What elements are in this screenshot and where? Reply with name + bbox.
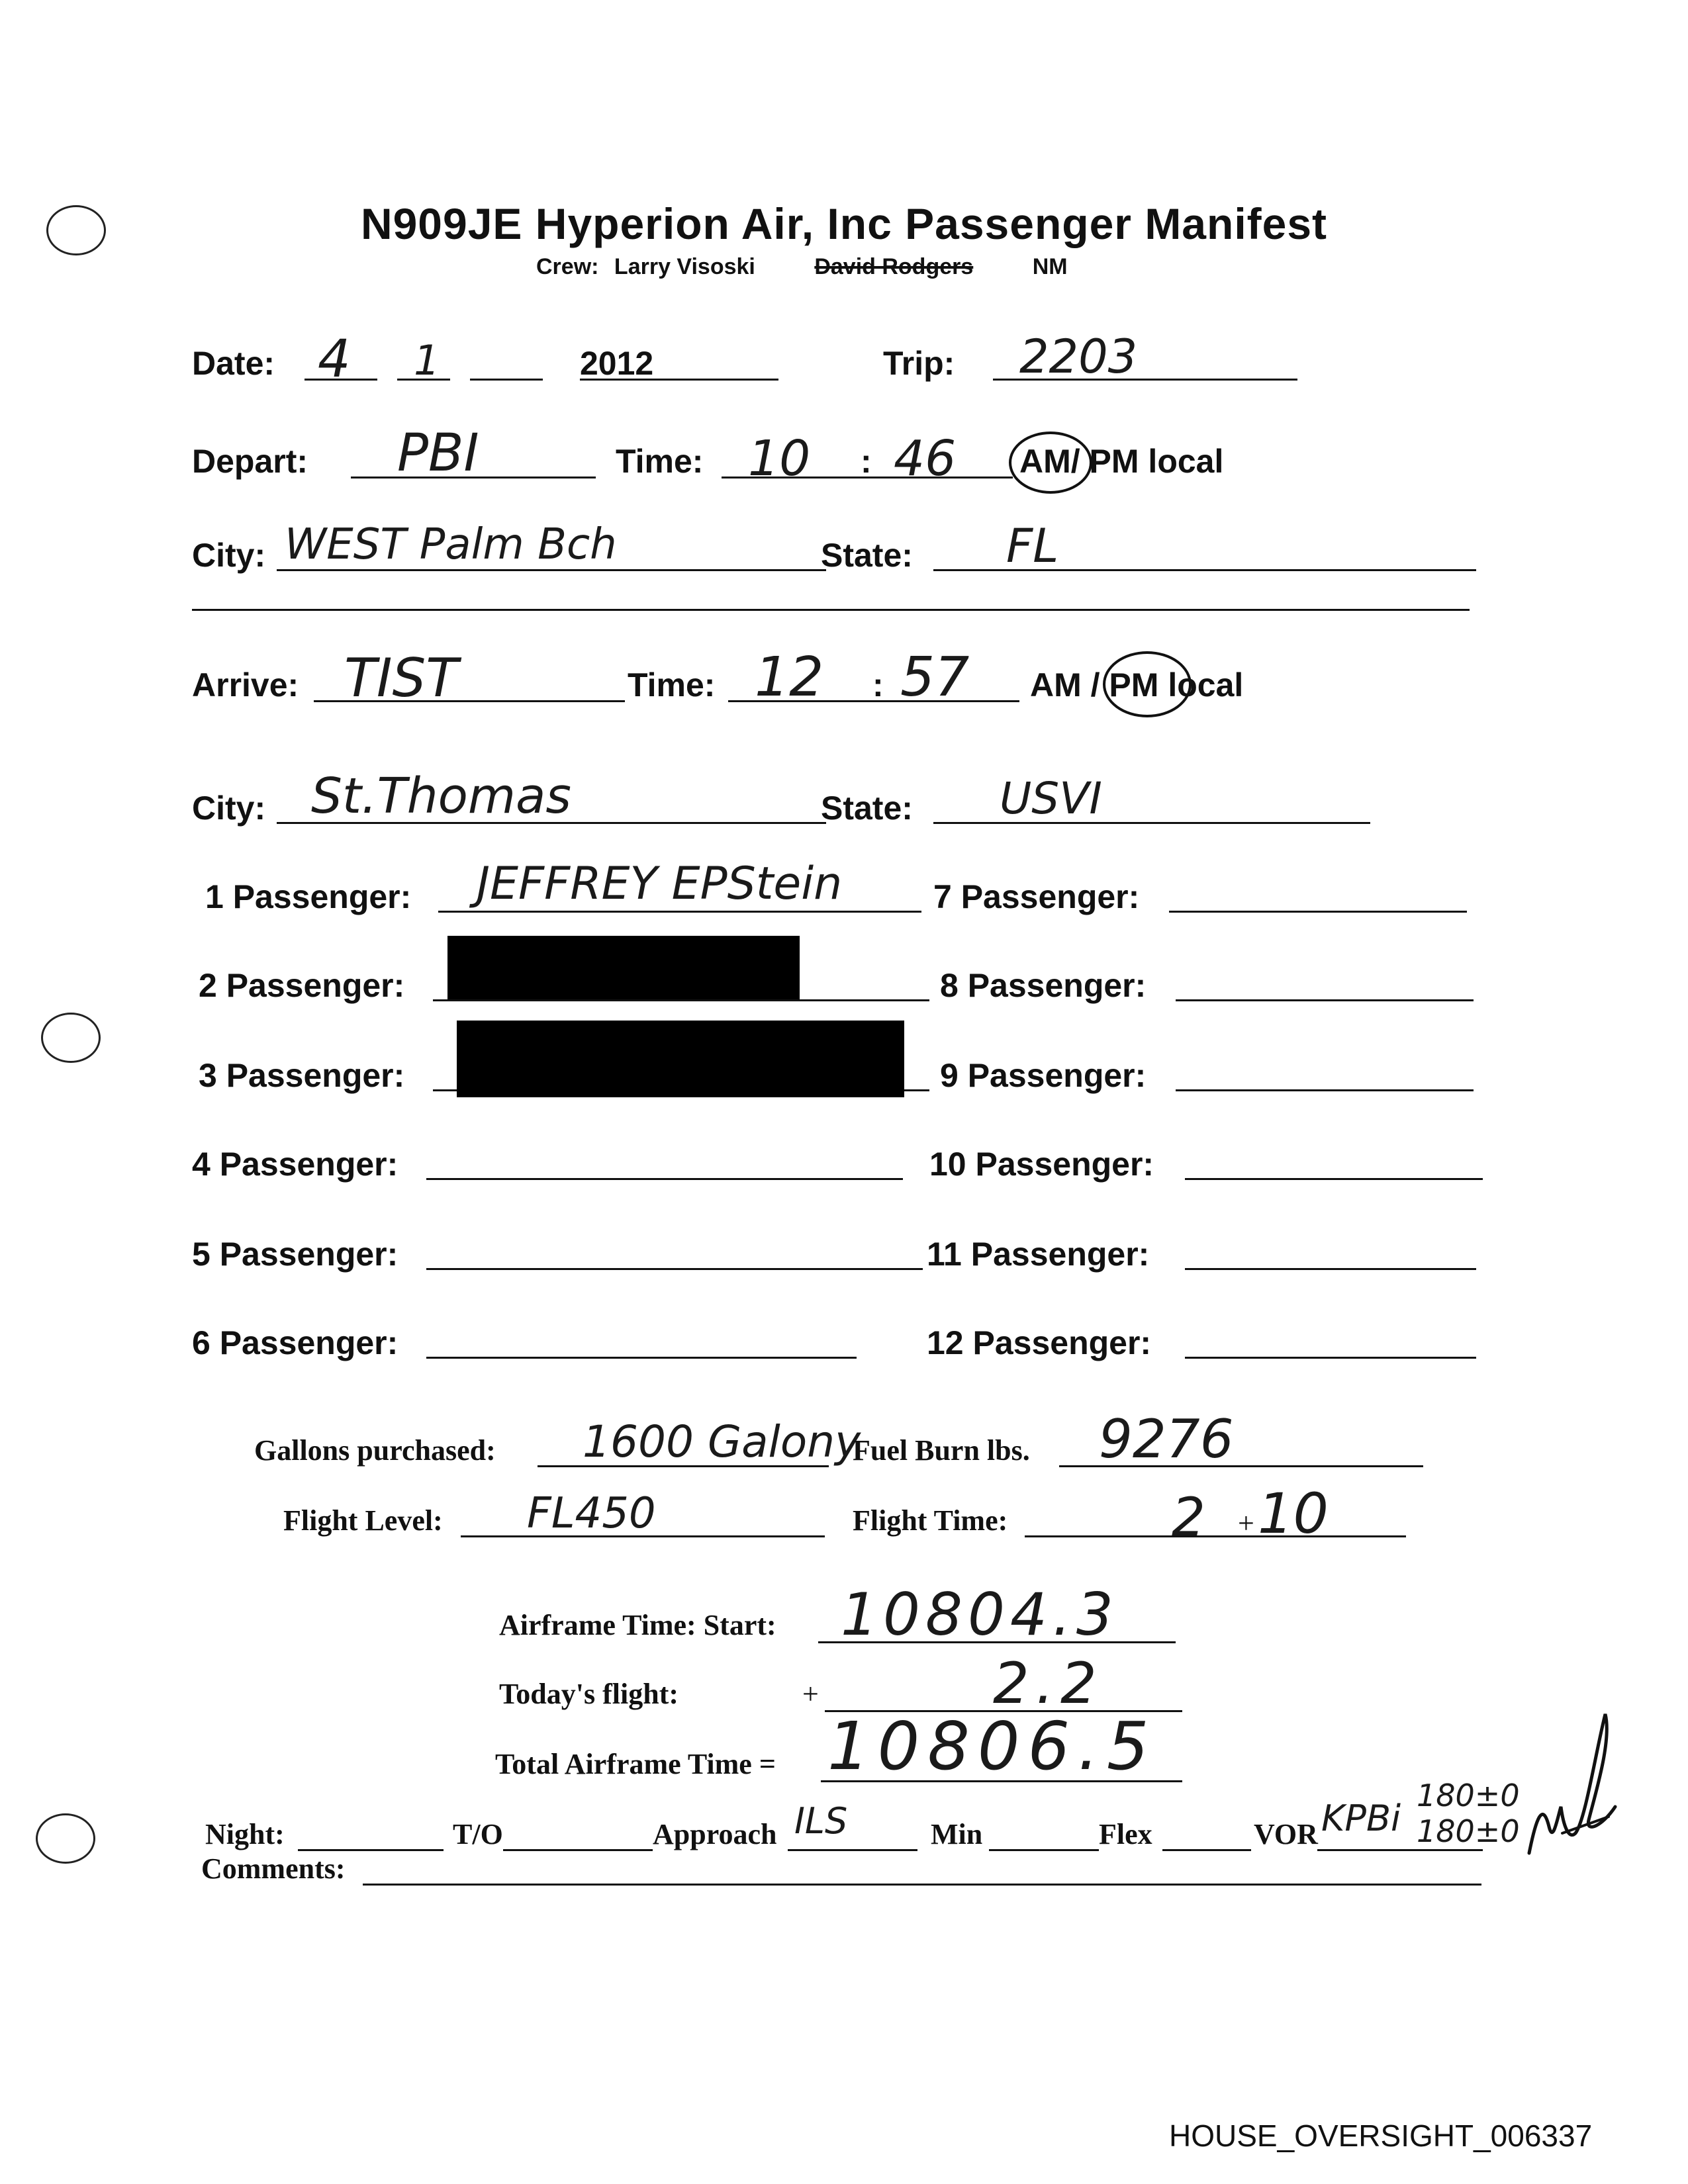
document-id: HOUSE_OVERSIGHT_006337 bbox=[1169, 2118, 1593, 2153]
min-label: Min bbox=[931, 1818, 983, 1850]
total-airframe-value: 10806.5 bbox=[827, 1707, 1157, 1785]
crew-label: Crew: bbox=[536, 254, 599, 279]
passenger-2-redaction bbox=[447, 936, 800, 999]
night-label: Night: bbox=[205, 1818, 285, 1850]
depart-city-value: WEST Palm Bch bbox=[285, 520, 617, 569]
min-line bbox=[989, 1849, 1099, 1851]
passenger-7-label: 7 Passenger: bbox=[933, 878, 1140, 915]
todays-flight-value: 2.2 bbox=[993, 1651, 1103, 1717]
date-month-value: 4 bbox=[318, 330, 351, 389]
crew-member-1: Larry Visoski bbox=[614, 254, 755, 279]
fuel-burn-value: 9276 bbox=[1099, 1408, 1234, 1470]
approach-line bbox=[788, 1849, 917, 1851]
todays-flight-label: Today's flight: bbox=[499, 1678, 679, 1710]
date-day-value: 1 bbox=[414, 336, 440, 385]
flight-time-minutes: 10 bbox=[1258, 1481, 1329, 1546]
depart-city-label: City: bbox=[192, 537, 266, 574]
depart-min-value: 46 bbox=[894, 430, 957, 487]
airframe-start-value: 10804.3 bbox=[841, 1580, 1119, 1649]
depart-state-value: FL bbox=[1006, 519, 1059, 573]
depart-state-label: State: bbox=[821, 537, 913, 574]
gallons-value: 1600 Galony bbox=[583, 1416, 861, 1467]
arrive-city-value: St.Thomas bbox=[311, 768, 571, 825]
arrive-state-label: State: bbox=[821, 790, 913, 827]
passenger-8-line bbox=[1176, 999, 1474, 1001]
total-airframe-label: Total Airframe Time = bbox=[495, 1748, 776, 1780]
passenger-1-label: 1 Passenger: bbox=[205, 878, 412, 915]
comments-label: Comments: bbox=[201, 1852, 346, 1885]
depart-hour-value: 10 bbox=[748, 430, 811, 487]
gallons-label: Gallons purchased: bbox=[254, 1434, 496, 1467]
date-label: Date: bbox=[192, 345, 275, 382]
flight-level-label: Flight Level: bbox=[283, 1504, 443, 1537]
binder-hole-bottom bbox=[36, 1813, 95, 1864]
date-sep-line bbox=[470, 379, 543, 381]
passenger-8-label: 8 Passenger: bbox=[940, 967, 1147, 1004]
arrive-time-colon: : bbox=[872, 666, 884, 704]
arrive-time-label: Time: bbox=[628, 666, 716, 704]
passenger-4-label: 4 Passenger: bbox=[192, 1146, 399, 1183]
vor-line bbox=[1317, 1849, 1483, 1851]
flight-time-hours: 2 bbox=[1172, 1486, 1205, 1548]
to-label: T/O bbox=[453, 1818, 503, 1850]
arrive-city-label: City: bbox=[192, 790, 266, 827]
passenger-4-line bbox=[426, 1178, 903, 1180]
comments-line bbox=[363, 1884, 1481, 1886]
approach-label: Approach bbox=[653, 1818, 777, 1850]
passenger-5-line bbox=[426, 1268, 923, 1270]
passenger-6-line bbox=[426, 1357, 857, 1359]
to-line bbox=[503, 1849, 653, 1851]
depart-city-line bbox=[277, 569, 826, 571]
passenger-1-value: JEFFREY EPStein bbox=[477, 858, 843, 910]
depart-time-label: Time: bbox=[616, 443, 704, 480]
arrive-am-pm-local: AM / PM local bbox=[1030, 666, 1244, 704]
passenger-12-line bbox=[1185, 1357, 1476, 1359]
vor-note-1: 180±0 bbox=[1417, 1778, 1520, 1813]
date-year-line bbox=[580, 379, 778, 381]
fuel-burn-label: Fuel Burn lbs. bbox=[853, 1434, 1030, 1467]
passenger-12-label: 12 Passenger: bbox=[927, 1324, 1152, 1361]
passenger-6-label: 6 Passenger: bbox=[192, 1324, 399, 1361]
flex-line bbox=[1162, 1849, 1251, 1851]
vor-label: VOR bbox=[1254, 1818, 1318, 1850]
arrive-code-value: TIST bbox=[344, 647, 459, 709]
flex-label: Flex bbox=[1099, 1818, 1152, 1850]
depart-time-colon: : bbox=[861, 443, 872, 480]
passenger-2-label: 2 Passenger: bbox=[199, 967, 405, 1004]
airframe-start-label: Airframe Time: Start: bbox=[499, 1609, 776, 1641]
arrive-hour-value: 12 bbox=[755, 646, 824, 709]
flight-time-line bbox=[1025, 1535, 1406, 1537]
depart-am-pm-local: AM/ PM local bbox=[1019, 443, 1224, 480]
passenger-1-line bbox=[438, 911, 921, 913]
arrive-min-value: 57 bbox=[900, 646, 970, 709]
approach-value: ILS bbox=[794, 1800, 848, 1842]
arrive-state-line bbox=[933, 822, 1370, 824]
crew-member-3: NM bbox=[1032, 254, 1068, 279]
passenger-3-redaction bbox=[457, 1021, 904, 1097]
flight-time-plus: + bbox=[1238, 1507, 1254, 1539]
passenger-9-label: 9 Passenger: bbox=[940, 1057, 1147, 1094]
crew-line bbox=[536, 254, 1068, 280]
flight-time-label: Flight Time: bbox=[853, 1504, 1008, 1537]
form-title: N909JE Hyperion Air, Inc Passenger Manifest bbox=[360, 199, 1328, 248]
vor-value: KPBi bbox=[1321, 1797, 1401, 1839]
passenger-7-line bbox=[1169, 911, 1467, 913]
todays-flight-plus: + bbox=[802, 1678, 819, 1710]
trip-value: 2203 bbox=[1019, 330, 1138, 384]
passenger-5-label: 5 Passenger: bbox=[192, 1236, 399, 1273]
divider-line bbox=[192, 609, 1470, 611]
crew-member-2-struck: David Rodgers bbox=[814, 254, 974, 279]
passenger-2-line bbox=[433, 999, 929, 1001]
arrive-state-value: USVI bbox=[1000, 773, 1102, 824]
passenger-3-label: 3 Passenger: bbox=[199, 1057, 405, 1094]
passenger-11-label: 11 Passenger: bbox=[927, 1236, 1150, 1273]
passenger-11-line bbox=[1185, 1268, 1476, 1270]
arrive-label: Arrive: bbox=[192, 666, 299, 704]
passenger-10-line bbox=[1185, 1178, 1483, 1180]
night-line bbox=[298, 1849, 444, 1851]
depart-code-value: PBI bbox=[397, 424, 479, 483]
passenger-10-label: 10 Passenger: bbox=[929, 1146, 1154, 1183]
pilot-signature bbox=[1523, 1701, 1622, 1860]
date-year-value: 2012 bbox=[580, 345, 654, 382]
vor-note-2: 180±0 bbox=[1417, 1813, 1520, 1849]
trip-label: Trip: bbox=[883, 345, 955, 382]
flight-level-value: FL450 bbox=[527, 1489, 656, 1538]
passenger-9-line bbox=[1176, 1089, 1474, 1091]
depart-label: Depart: bbox=[192, 443, 308, 480]
binder-hole-middle bbox=[41, 1013, 101, 1063]
